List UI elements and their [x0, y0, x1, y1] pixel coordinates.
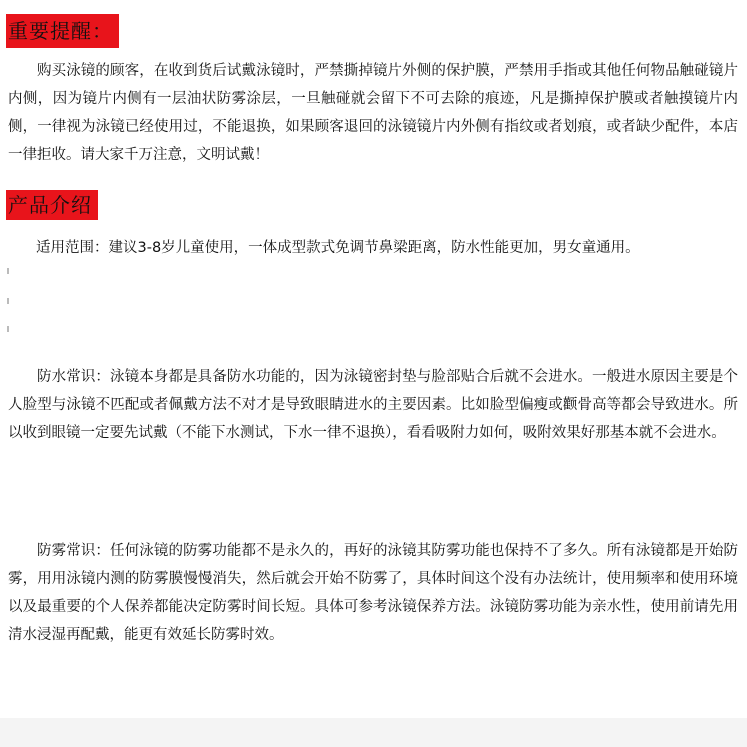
scope-block [36, 234, 676, 262]
scope-line [36, 234, 676, 262]
product-intro-heading: 产品介绍 [6, 190, 98, 220]
reminder-paragraph: 购买泳镜的顾客，在收到货后试戴泳镜时，严禁撕掉镜片外侧的保护膜，严禁用手指或其他任何物品触碰镜片内侧，因为镜片内侧有一层油状防雾涂层，一旦触碰就会留下不可去除的痕迹，凡是撕掉保护膜或者触摸镜片内侧，一律视为泳镜已经使用过，不能退换，如果顾客退回的泳镜镜片内外侧有指纹或者划痕，或者缺少配件，本店一律拒收。请大家千万注意，文明试戴！ [8, 63, 738, 163]
scope-text: 建议3-8岁儿童使用，一体成型款式免调节鼻梁距离，防水性能更加，男女童通用。 [108, 240, 640, 256]
waterproof-paragraph: 防水常识：泳镜本身都是具备防水功能的，因为泳镜密封垫与脸部贴合后就不会进水。一般进水原因主要是个人脸型与泳镜不匹配或者佩戴方法不对才是导致眼睛进水的主要因素。比如脸型偏瘦或颧骨高等都会导致进水。所以收到眼镜一定要先试戴（不能下水测试，下水一律不退换），看看吸附力如何，吸附效果好那基本就不会进水。 [8, 369, 738, 441]
edge-mark [7, 298, 9, 304]
antifog-paragraph: 防雾常识：任何泳镜的防雾功能都不是永久的，再好的泳镜其防雾功能也保持不了多久。所有泳镜都是开始防雾，用用泳镜内测的防雾膜慢慢消失，然后就会开始不防雾了，具体时间这个没有办法统计，使用频率和使用环境以及最重要的个人保养都能决定防雾时间长短。具体可参考泳镜保养方法。泳镜防雾功能为亲水性，使用前请先用清水浸湿再配戴，能更有效延长防雾时效。 [8, 543, 738, 643]
bottom-strip [0, 718, 747, 747]
scope-label: 适用范围： [36, 240, 109, 256]
important-reminder-heading: 重要提醒： [6, 14, 119, 48]
edge-mark [7, 326, 9, 332]
edge-mark [7, 268, 9, 274]
